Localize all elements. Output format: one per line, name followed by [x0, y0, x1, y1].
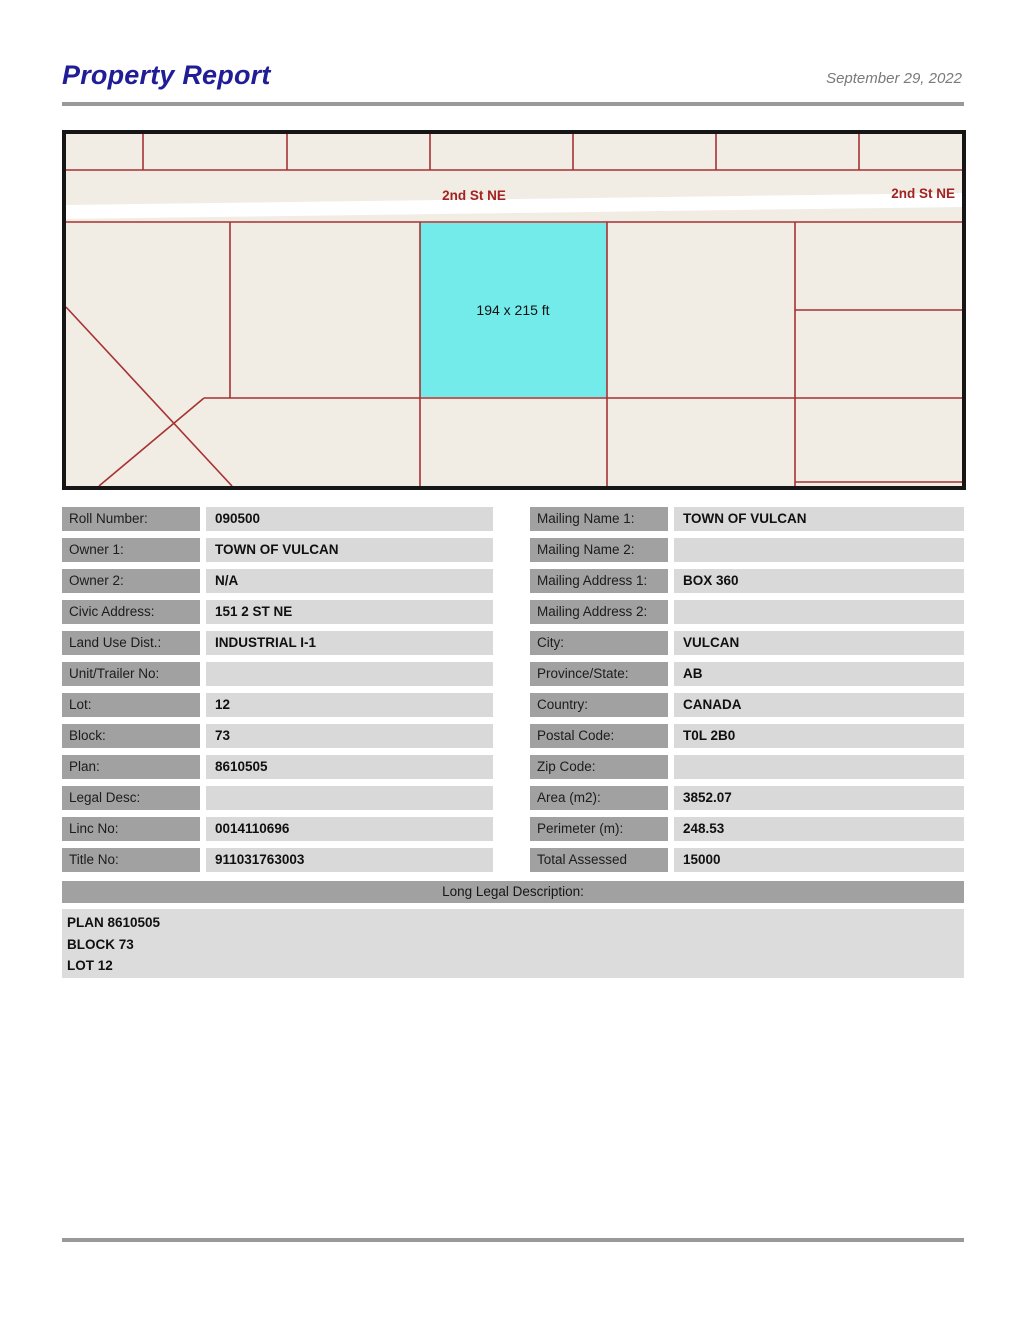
- row-label: Land Use Dist.:: [62, 631, 200, 655]
- row-value: 12: [206, 693, 493, 717]
- row-label: Province/State:: [530, 662, 668, 686]
- property-table-right: [530, 507, 964, 879]
- parcel-dimension-label: 194 x 215 ft: [476, 302, 550, 318]
- row-label: Mailing Address 1:: [530, 569, 668, 593]
- table-row: [62, 755, 493, 779]
- row-label: Plan:: [62, 755, 200, 779]
- street-pavement: [66, 193, 962, 219]
- row-value: 15000: [674, 848, 964, 872]
- row-value: T0L 2B0: [674, 724, 964, 748]
- row-label: Total Assessed: [530, 848, 668, 872]
- row-label: Postal Code:: [530, 724, 668, 748]
- row-label: Country:: [530, 693, 668, 717]
- row-value: 0014110696: [206, 817, 493, 841]
- table-row: [530, 848, 964, 872]
- table-row: [530, 600, 964, 624]
- table-row: [62, 724, 493, 748]
- row-value: [206, 786, 493, 810]
- street-label-right: 2nd St NE: [891, 186, 955, 201]
- row-label: Owner 1:: [62, 538, 200, 562]
- row-value: 151 2 ST NE: [206, 600, 493, 624]
- table-row: [62, 786, 493, 810]
- row-label: Unit/Trailer No:: [62, 662, 200, 686]
- row-label: Owner 2:: [62, 569, 200, 593]
- row-value: 73: [206, 724, 493, 748]
- table-row: [530, 538, 964, 562]
- row-label: Mailing Address 2:: [530, 600, 668, 624]
- row-value: [674, 538, 964, 562]
- long-legal-line: LOT 12: [67, 958, 113, 973]
- table-row: [530, 662, 964, 686]
- row-value: 3852.07: [674, 786, 964, 810]
- table-row: [62, 507, 493, 531]
- property-table-left: [62, 507, 493, 879]
- table-row: [530, 786, 964, 810]
- footer-rule: [62, 1238, 964, 1242]
- row-value: VULCAN: [674, 631, 964, 655]
- row-value: [674, 755, 964, 779]
- row-label: City:: [530, 631, 668, 655]
- table-row: [62, 848, 493, 872]
- row-value: 8610505: [206, 755, 493, 779]
- table-row: [530, 569, 964, 593]
- parcel-map-canvas: [66, 134, 962, 486]
- long-legal-line: BLOCK 73: [67, 936, 134, 952]
- row-value: TOWN OF VULCAN: [674, 507, 964, 531]
- row-value: TOWN OF VULCAN: [206, 538, 493, 562]
- header-rule: [62, 102, 964, 106]
- row-label: Mailing Name 2:: [530, 538, 668, 562]
- row-label: Perimeter (m):: [530, 817, 668, 841]
- row-label: Lot:: [62, 693, 200, 717]
- row-label: Legal Desc:: [62, 786, 200, 810]
- row-label: Zip Code:: [530, 755, 668, 779]
- table-row: [530, 631, 964, 655]
- row-label: Roll Number:: [62, 507, 200, 531]
- table-row: [62, 538, 493, 562]
- report-date: September 29, 2022: [826, 70, 962, 87]
- table-row: [62, 817, 493, 841]
- long-legal-line: PLAN 8610505: [67, 915, 161, 930]
- row-value: 248.53: [674, 817, 964, 841]
- row-value: 090500: [206, 507, 493, 531]
- row-label: Block:: [62, 724, 200, 748]
- table-row: [530, 507, 964, 531]
- row-value: BOX 360: [674, 569, 964, 593]
- table-row: [530, 755, 964, 779]
- row-value: [206, 662, 493, 686]
- table-row: [62, 631, 493, 655]
- long-legal-header: Long Legal Description:: [62, 881, 964, 903]
- street-label-center: 2nd St NE: [442, 188, 506, 203]
- row-value: 911031763003: [206, 848, 493, 872]
- row-value: [674, 600, 964, 624]
- table-row: [530, 724, 964, 748]
- long-legal-box: [62, 909, 964, 978]
- row-label: Linc No:: [62, 817, 200, 841]
- page-title: Property Report: [62, 60, 271, 90]
- row-label: Area (m2):: [530, 786, 668, 810]
- row-value: INDUSTRIAL I-1: [206, 631, 493, 655]
- row-label: Civic Address:: [62, 600, 200, 624]
- parcel-map: [62, 130, 966, 490]
- row-label: Title No:: [62, 848, 200, 872]
- row-label: Mailing Name 1:: [530, 507, 668, 531]
- table-row: [530, 817, 964, 841]
- table-row: [62, 569, 493, 593]
- table-row: [62, 662, 493, 686]
- table-row: [62, 600, 493, 624]
- row-value: CANADA: [674, 693, 964, 717]
- table-row: [62, 693, 493, 717]
- row-value: N/A: [206, 569, 493, 593]
- row-value: AB: [674, 662, 964, 686]
- table-row: [530, 693, 964, 717]
